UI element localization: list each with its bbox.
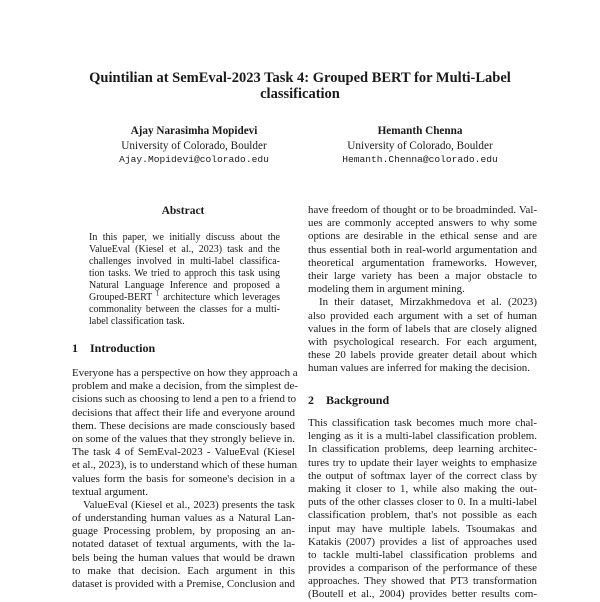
author-affiliation: University of Colorado, Boulder — [121, 139, 267, 152]
text-line: these 20 labels provide greater detail about which — [308, 349, 537, 362]
text-line: input may have multiple labels. Tsoumakas and — [308, 522, 537, 535]
text-line: decisions that affect their life and everyone around — [72, 406, 295, 419]
text-line: Grouped-BERT $^1$ architecture which leverages — [89, 289, 280, 303]
text-line: challenges involved in multi-label classifica- — [89, 256, 280, 267]
section-number: 1 — [72, 341, 78, 355]
introduction-body — [72, 367, 298, 591]
text-line: problem and make a decision, from the simplest de- — [72, 380, 298, 393]
abstract-body — [89, 232, 280, 328]
section-title: Introduction — [90, 341, 156, 355]
paper-title — [60, 70, 540, 102]
text-line: label classification task. — [89, 316, 185, 327]
text-line: human values are inferred for making the decision. — [308, 362, 530, 375]
text-line: provides a comparison of the performance of these — [308, 562, 537, 575]
text-line: puts of the other classes closer to 0. In a multi-label — [308, 496, 537, 509]
title-line: classification — [260, 86, 340, 102]
text-line: of understanding human values as a Natural Lan- — [72, 512, 295, 525]
text-line: ues are commonly accepted answers to why some — [308, 217, 537, 230]
author-affiliation: University of Colorado, Boulder — [347, 139, 493, 152]
text-line: Katakis (2007) provides a list of approaches used — [308, 535, 537, 548]
text-line: tion tasks. We tried to approch this task using — [89, 268, 280, 279]
text-line: values form the basis for someone's decision in a — [72, 472, 295, 485]
text-line: guage Processing problem, by proposing an an- — [72, 525, 295, 538]
text-line: have freedom of thought or to be broadminded. Val- — [308, 204, 537, 216]
author-email[interactable]: Hemanth.Chenna@colorado.edu — [342, 154, 498, 165]
author-name: Hemanth Chenna — [377, 125, 463, 137]
title-line: Quintilian at SemEval-2023 Task 4: Grouped BERT for Multi-Label — [89, 70, 511, 86]
text-line: ValueEval (Kiesel et al., 2023) task and the — [89, 244, 280, 255]
background-body — [308, 417, 537, 602]
text-line: The task 4 of SemEval-2023 - ValueEval (Kiesel — [72, 446, 295, 459]
text-line: approaches. They showed that PT3 transformation — [308, 575, 537, 588]
text-line: theoretical argumentation frameworks. However, — [308, 256, 537, 269]
text-line: bels being the human values that would be drawn — [72, 551, 295, 564]
text-line: dataset is provided with a Premise, Conclusion and — [72, 578, 295, 590]
text-line: notated dataset of textual arguments, with the la- — [72, 538, 295, 551]
text-line: In this paper, we initially discuss about the — [89, 232, 280, 243]
text-line: tures try to update their layer weights to emphasize — [308, 456, 537, 469]
section-heading-introduction — [72, 341, 295, 356]
text-line: their large variety has been a major obstacle to — [308, 269, 537, 282]
section-number: 2 — [308, 393, 314, 407]
text-line: also provided each argument with a set of human — [308, 309, 537, 322]
text-line: This classification task becomes much more chal- — [308, 417, 537, 429]
author-block — [310, 124, 530, 168]
author-email[interactable]: Ajay.Mopidevi@colorado.edu — [119, 154, 269, 165]
text-line: classification problem, that's not possible as each — [308, 509, 537, 522]
text-line: Natural Language Inference and proposed a — [89, 280, 280, 291]
text-line: values in the form of labels that are closely aligned — [308, 322, 537, 335]
author-block — [84, 124, 304, 168]
section-heading-background — [308, 393, 537, 408]
text-line: making it closer to 1, while also making the out- — [308, 482, 537, 495]
section-title: Background — [326, 393, 390, 407]
text-line: them. These decisions are made consciously based — [72, 419, 295, 432]
author-name: Ajay Narasimha Mopidevi — [130, 125, 258, 137]
footnote-marker: 1 — [155, 289, 160, 298]
text-line: In their dataset, Mirzakhmedova et al. (2023) — [319, 296, 537, 309]
text-line: to tackle multi-label classification problems and — [308, 548, 537, 561]
text-line: Everyone has a perspective on how they approach a — [72, 367, 298, 379]
text-line: with psychological research. For each argument, — [308, 335, 537, 348]
text-line: commonality between the classes for a multi- — [89, 304, 280, 315]
text-line: to make that decision. Each argument in this — [72, 564, 295, 577]
text-line: cisions such as choosing to lend a pen to a friend to — [72, 393, 297, 406]
text-line: thus essential both in real-world argumentation and — [308, 243, 537, 256]
text-line: on some of the values that they strongly believe in. — [72, 432, 295, 445]
text-line: modeling them in argument mining. — [308, 283, 465, 296]
text-line: (Boutell et al., 2004) provides better results com- — [308, 588, 537, 601]
text-line: et al., 2023), is to understand which of these human — [72, 459, 298, 472]
text-line: In classification problems, deep learning architec- — [308, 443, 537, 456]
abstract-heading: Abstract — [161, 205, 205, 217]
text-line: options are desirable in the ethical sense and are — [308, 230, 537, 243]
text-line: the output of softmax layer of the correct class by — [308, 469, 537, 482]
text-line: textual argument. — [72, 485, 149, 498]
text-line: ValueEval (Kiesel et al., 2023) presents the task — [83, 498, 295, 511]
text-line: lenging as it is a multi-label classification problem. — [308, 430, 537, 443]
right-column-body — [308, 204, 537, 375]
